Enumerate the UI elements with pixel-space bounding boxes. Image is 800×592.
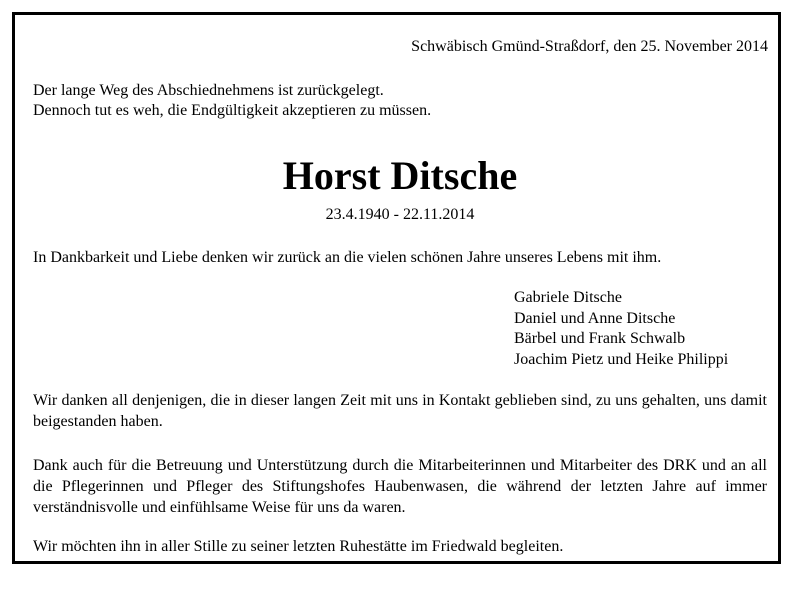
life-dates: 23.4.1940 - 22.11.2014 — [325, 206, 475, 223]
mourners-list — [514, 288, 728, 370]
mourner-name: Gabriele Ditsche — [514, 289, 622, 306]
gratitude-text: In Dankbarkeit und Liebe denken wir zurück an die vielen schönen Jahre unseres Lebens mit ihm. — [33, 249, 662, 266]
deceased-name: Horst Ditsche — [282, 153, 518, 198]
burial-paragraph: Wir möchten ihn in aller Stille zu seiner letzten Ruhestätte im Friedwald begleiten. — [33, 538, 564, 555]
mourner-name: Daniel und Anne Ditsche — [514, 309, 676, 327]
thanks-care-paragraph: Dank auch für die Betreuung und Unterstützung durch die Mitarbeiterinnen und Mitarbeiter des DRK und an all die Pflegerinnen und Pfleger des Stiftungshofes Haubenwasen, die während der letzten Jahre auf immer verständnisvolle und einfühlsame Weise für uns da waren. — [33, 457, 767, 516]
verse-line-2: Dennoch tut es weh, die Endgültigkeit akzeptieren zu müssen. — [33, 102, 432, 119]
verse-line-1: Der lange Weg des Abschiednehmens ist zurückgelegt. — [33, 82, 384, 99]
thanks-contact-paragraph: Wir danken all denjenigen, die in dieser langen Zeit mit uns in Kontakt geblieben sind, zu uns gehalten, uns damit beigestanden haben. — [33, 392, 767, 430]
place-date: Schwäbisch Gmünd-Straßdorf, den 25. November 2014 — [411, 38, 768, 55]
mourner-name: Bärbel und Frank Schwalb — [514, 330, 686, 347]
mourner-name: Joachim Pietz und Heike Philippi — [514, 350, 729, 368]
